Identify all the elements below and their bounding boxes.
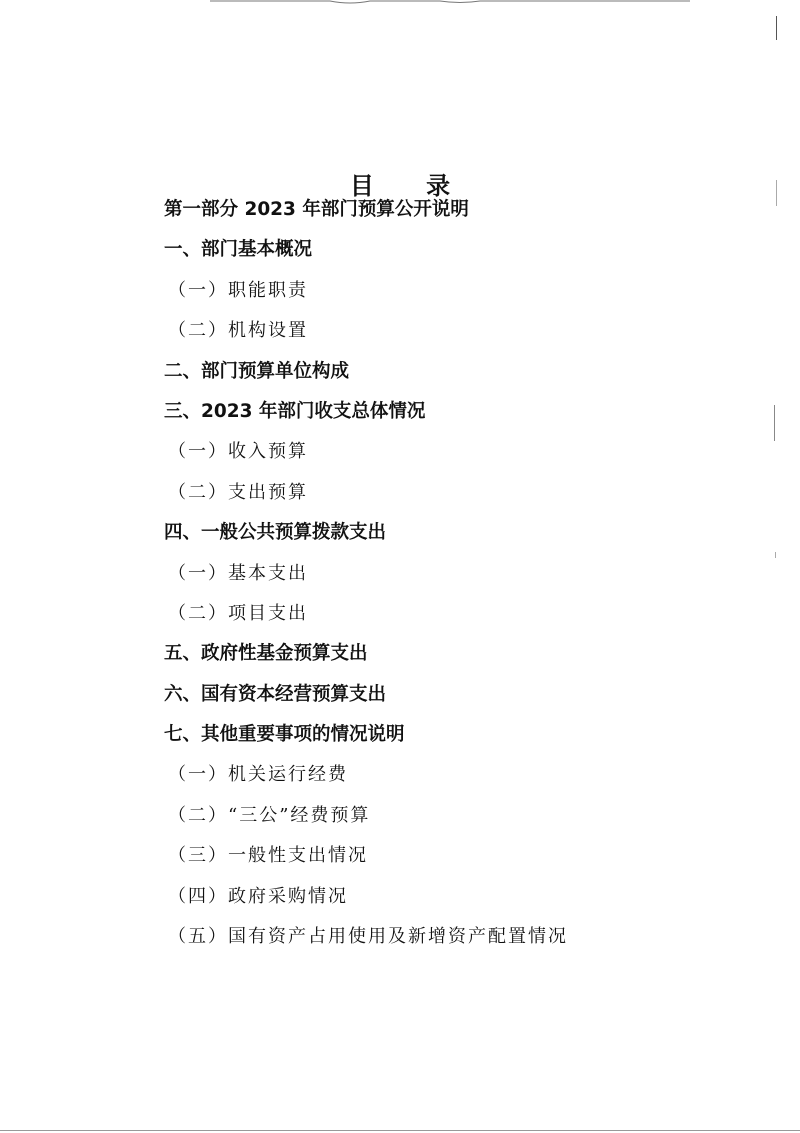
toc-item-section-6: 六、国有资本经营预算支出 <box>164 683 387 705</box>
toc-item-section-4: 四、一般公共预算拨款支出 <box>164 522 387 544</box>
scan-mark-lower <box>775 552 776 558</box>
toc-item-section-7-1: （一）机关运行经费 <box>168 764 348 786</box>
toc-item-section-4-2: （二）项目支出 <box>168 602 308 624</box>
toc-item-section-3: 三、2023 年部门收支总体情况 <box>164 400 426 422</box>
toc-item-section-5: 五、政府性基金预算支出 <box>164 643 368 665</box>
toc-list <box>164 190 764 957</box>
scan-mark-top <box>776 16 777 40</box>
toc-title: 目 录 <box>349 172 473 201</box>
toc-item-section-4-1: （一）基本支出 <box>168 562 308 584</box>
toc-item-section-7-3: （三）一般性支出情况 <box>168 845 368 867</box>
toc-item-section-7-2: （二）“三公”经费预算 <box>168 804 371 826</box>
page-bottom-edge <box>0 1130 800 1131</box>
toc-item-section-7-5: （五）国有资产占用使用及新增资产配置情况 <box>168 926 568 948</box>
toc-item-section-1-1: （一）职能职责 <box>168 279 308 301</box>
toc-item-section-7-4: （四）政府采购情况 <box>168 885 348 907</box>
toc-item-section-7: 七、其他重要事项的情况说明 <box>164 724 405 746</box>
page-top-edge <box>210 0 690 6</box>
toc-item-section-1-2: （二）机构设置 <box>168 320 308 342</box>
toc-item-section-3-2: （二）支出预算 <box>168 481 308 503</box>
toc-item-section-1: 一、部门基本概况 <box>164 239 313 261</box>
toc-item-section-3-1: （一）收入预算 <box>168 441 308 463</box>
toc-item-part-one: 第一部分 2023 年部门预算公开说明 <box>164 199 469 220</box>
toc-item-section-2: 二、部门预算单位构成 <box>164 360 350 382</box>
scan-mark-middle <box>774 405 775 441</box>
